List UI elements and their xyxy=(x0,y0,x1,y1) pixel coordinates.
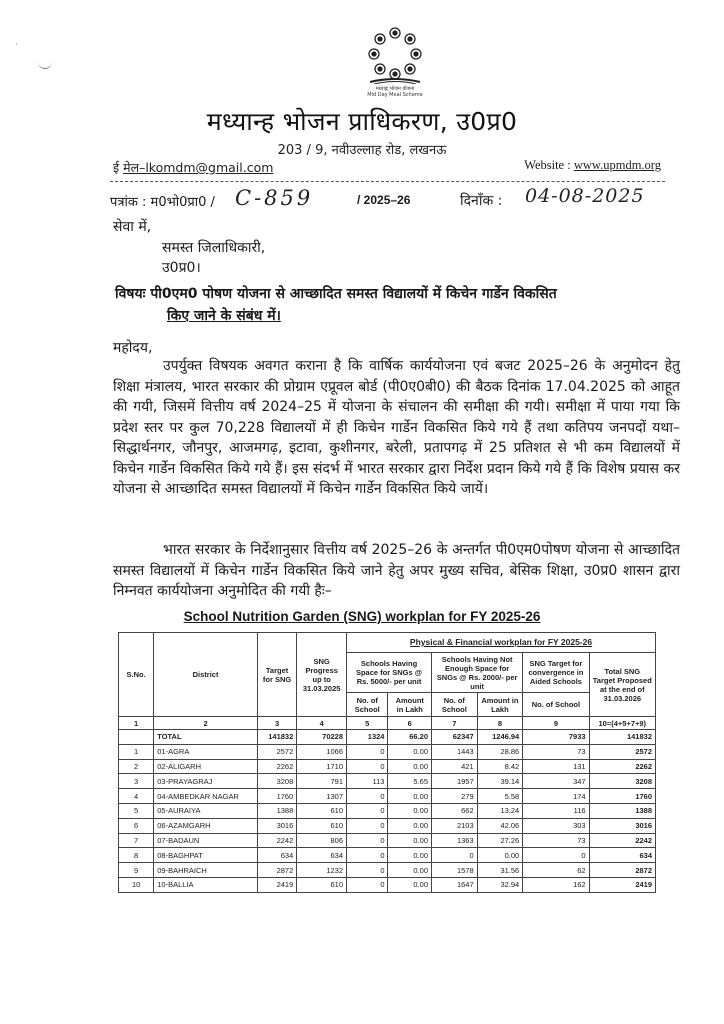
row-nospace-amount: 28.86 xyxy=(477,744,523,759)
header-divider xyxy=(110,181,665,182)
row-nospace-schools: 1957 xyxy=(432,774,478,789)
website-label: Website : xyxy=(524,158,574,172)
row-nospace-schools: 1443 xyxy=(432,744,478,759)
total-space-schools: 1324 xyxy=(347,730,388,745)
column-number: 8 xyxy=(477,717,523,730)
organization-title: मध्यान्ह भोजन प्राधिकरण, उ0प्र0 xyxy=(206,107,518,136)
table-row xyxy=(119,803,656,818)
row-target: 2242 xyxy=(257,833,296,848)
row-sno: 4 xyxy=(119,789,154,804)
row-space-amount: 0.00 xyxy=(388,789,432,804)
row-space-amount: 0.00 xyxy=(388,818,432,833)
row-aided-schools: 62 xyxy=(523,863,589,878)
body-paragraph-2: भारत सरकार के निर्देशानुसार वित्तीय वर्ष 2025–26 के अन्तर्गत पी0एम0पोषण योजना से आच्छादित समस्त विद्यालयों में किचेन गार्डेन विकसित किये जाने हेतु अपर मुख्य सचिव, बेसिक शिक्षा, उ0प्र0 शासन द्वारा निम्नवत कार्ययोजना अनुमोदित की गयी हैः– xyxy=(113,542,680,599)
total-row xyxy=(119,730,656,745)
row-district: 07-BADAUN xyxy=(154,833,258,848)
table-row xyxy=(119,789,656,804)
row-progress: 610 xyxy=(297,877,347,892)
row-sno: 9 xyxy=(119,863,154,878)
row-nospace-amount: 32.94 xyxy=(477,877,523,892)
row-progress: 610 xyxy=(297,818,347,833)
table-row xyxy=(119,848,656,863)
website-line xyxy=(524,158,661,173)
subject-line-2: किए जाने के संबंध में। xyxy=(167,308,281,324)
table-row xyxy=(119,877,656,892)
row-target: 1760 xyxy=(257,789,296,804)
total-label: TOTAL xyxy=(154,730,258,745)
header-nospace-amount: Amount in Lakh xyxy=(477,693,523,717)
header-aided-group: SNG Target for convergence in Aided Schools xyxy=(523,653,589,693)
row-target: 3016 xyxy=(257,818,296,833)
row-space-schools: 0 xyxy=(347,744,388,759)
row-nospace-schools: 421 xyxy=(432,759,478,774)
row-sno: 1 xyxy=(119,744,154,759)
table-row xyxy=(119,818,656,833)
reference-row xyxy=(110,185,670,214)
header-aided-no-of-school: No. of School xyxy=(523,693,589,717)
row-nospace-amount: 8.42 xyxy=(477,759,523,774)
row-nospace-amount: 13.24 xyxy=(477,803,523,818)
total-space-amount: 66.20 xyxy=(388,730,432,745)
date-label: दिनाँक : xyxy=(460,193,503,209)
row-district: 08-BAGHPAT xyxy=(154,848,258,863)
row-aided-schools: 73 xyxy=(523,833,589,848)
table-row xyxy=(119,774,656,789)
row-target: 2872 xyxy=(257,863,296,878)
row-aided-schools: 73 xyxy=(523,744,589,759)
column-number: 2 xyxy=(154,717,258,730)
row-progress: 1710 xyxy=(297,759,347,774)
row-total-target: 3016 xyxy=(589,818,655,833)
mdm-emblem-icon xyxy=(366,26,424,84)
row-sno: 5 xyxy=(119,803,154,818)
table-row xyxy=(119,759,656,774)
header-progress: SNG Progress up to 31.03.2025 xyxy=(297,633,347,717)
email-prefix: ई xyxy=(113,160,124,175)
row-aided-schools: 116 xyxy=(523,803,589,818)
row-space-amount: 0.00 xyxy=(388,744,432,759)
row-total-target: 2572 xyxy=(589,744,655,759)
row-total-target: 634 xyxy=(589,848,655,863)
row-nospace-amount: 39.14 xyxy=(477,774,523,789)
row-nospace-schools: 1363 xyxy=(432,833,478,848)
row-progress: 610 xyxy=(297,803,347,818)
row-nospace-amount: 0.00 xyxy=(477,848,523,863)
column-number: 10=(4+5+7+9) xyxy=(589,717,655,730)
row-nospace-schools: 2103 xyxy=(432,818,478,833)
total-nospace-amount: 1246.94 xyxy=(477,730,523,745)
reference-number-handwritten: C-859 xyxy=(235,186,314,210)
row-target: 3208 xyxy=(257,774,296,789)
table-row xyxy=(119,744,656,759)
row-aided-schools: 131 xyxy=(523,759,589,774)
row-district: 09-BAHRAICH xyxy=(154,863,258,878)
row-space-schools: 0 xyxy=(347,833,388,848)
row-progress: 791 xyxy=(297,774,347,789)
row-sno: 8 xyxy=(119,848,154,863)
row-space-schools: 0 xyxy=(347,818,388,833)
row-district: 02-ALIGARH xyxy=(154,759,258,774)
scan-artifact: · xyxy=(15,40,18,50)
row-district: 01-AGRA xyxy=(154,744,258,759)
table-row xyxy=(119,863,656,878)
row-target: 2419 xyxy=(257,877,296,892)
column-number: 3 xyxy=(257,717,296,730)
body-salutation: महोदय, xyxy=(113,340,153,356)
row-space-schools: 0 xyxy=(347,863,388,878)
row-target: 634 xyxy=(257,848,296,863)
header-nospace-group: Schools Having Not Enough Space for SNGs @ Rs. 2000/- per unit xyxy=(432,653,523,693)
subject xyxy=(115,283,680,327)
row-total-target: 2262 xyxy=(589,759,655,774)
reference-label: पत्रांक : म0भो0प्रा0 / xyxy=(110,195,215,210)
header-district: District xyxy=(154,633,258,717)
total-total-target: 141832 xyxy=(589,730,655,745)
row-space-amount: 0.00 xyxy=(388,863,432,878)
table-title: School Nutrition Garden (SNG) workplan for FY 2025-26 xyxy=(183,609,541,624)
header-space-group: Schools Having Space for SNGs @ Rs. 5000/- per unit xyxy=(347,653,432,693)
organization-address: 203 / 9, नवीउल्लाह रोड, लखनऊ xyxy=(277,143,447,158)
row-nospace-amount: 27.26 xyxy=(477,833,523,848)
row-space-schools: 0 xyxy=(347,848,388,863)
header-physical-financial-label: Physical & Financial workplan for FY 2025-26 xyxy=(409,637,593,647)
row-sno: 6 xyxy=(119,818,154,833)
total-target: 141832 xyxy=(257,730,296,745)
row-progress: 634 xyxy=(297,848,347,863)
row-space-schools: 0 xyxy=(347,789,388,804)
row-aided-schools: 303 xyxy=(523,818,589,833)
row-aided-schools: 0 xyxy=(523,848,589,863)
column-number: 5 xyxy=(347,717,388,730)
row-target: 2262 xyxy=(257,759,296,774)
logo-caption xyxy=(352,86,438,98)
row-nospace-schools: 1578 xyxy=(432,863,478,878)
recipient-line-1: समस्त जिलाधिकारी, xyxy=(162,240,266,256)
row-nospace-schools: 0 xyxy=(432,848,478,863)
row-district: 06-AZAMGARH xyxy=(154,818,258,833)
row-space-amount: 0.00 xyxy=(388,803,432,818)
sng-workplan-table xyxy=(118,632,656,893)
row-space-schools: 0 xyxy=(347,803,388,818)
row-district: 05-AURAIYA xyxy=(154,803,258,818)
scan-artifact xyxy=(38,62,52,69)
row-nospace-amount: 31.56 xyxy=(477,863,523,878)
row-sno: 7 xyxy=(119,833,154,848)
row-space-amount: 0.00 xyxy=(388,833,432,848)
row-progress: 1066 xyxy=(297,744,347,759)
row-aided-schools: 162 xyxy=(523,877,589,892)
row-sno: 10 xyxy=(119,877,154,892)
row-space-schools: 0 xyxy=(347,759,388,774)
recipient-line-2: उ0प्र0। xyxy=(162,260,201,276)
row-space-amount: 0.00 xyxy=(388,759,432,774)
column-number: 6 xyxy=(388,717,432,730)
subject-line-1: विषयः पी0एम0 पोषण योजना से आच्छादित समस्त विद्यालयों में किचेन गार्डेन विकसित xyxy=(115,286,557,302)
row-aided-schools: 347 xyxy=(523,774,589,789)
body-paragraph-1: उपर्युक्त विषयक अवगत कराना है कि वार्षिक कार्ययोजना एवं बजट 2025–26 के अनुमोदन हेतु शिक्षा मंत्रालय, भारत सरकार की प्रोग्राम एप्रूवल बोर्ड (पी0ए0बी0) की बैठक दिनांक 17.04.2025 को आहूत की गयी, जिसमें वित्तीय वर्ष 2024–25 में योजना के संचालन की समीक्षा की गयी। समीक्षा में पाया गया कि प्रदेश स्तर पर कुल 70,228 विद्यालयों में ही किचेन गार्डेन विकसित किये गये हैं तथा कतिपय जनपदों यथा– सिद्धार्थनगर, जौनपुर, आजमगढ़, इटावा, कुशीनगर, बरेली, प्रतापगढ़ में 25 प्रतिशत से भी कम विद्यालयों में किचेन गार्डेन विकसित किये गये हैं। इस संदर्भ में भारत सरकार द्वारा निर्देश प्रदान किये गये हैं कि विशेष प्रयास कर योजना से आच्छादित समस्त विद्यालयों में किचेन गार्डेन विकसित किये जायें। xyxy=(113,358,680,497)
total-aided-schools: 7933 xyxy=(523,730,589,745)
row-space-amount: 5.65 xyxy=(388,774,432,789)
row-target: 1388 xyxy=(257,803,296,818)
logo-caption-english: Mid Day Meal Scheme xyxy=(367,92,423,98)
header-physical-financial xyxy=(347,633,656,653)
row-total-target: 2872 xyxy=(589,863,655,878)
row-total-target: 2419 xyxy=(589,877,655,892)
row-total-target: 1388 xyxy=(589,803,655,818)
row-sno: 3 xyxy=(119,774,154,789)
row-aided-schools: 174 xyxy=(523,789,589,804)
row-total-target: 3208 xyxy=(589,774,655,789)
table-row xyxy=(119,833,656,848)
header-sno: S.No. xyxy=(119,633,154,717)
header-total-target: Total SNG Target Proposed at the end of 31.03.2026 xyxy=(589,653,655,717)
row-progress: 1232 xyxy=(297,863,347,878)
row-total-target: 2242 xyxy=(589,833,655,848)
email-link[interactable]: मेल–lkomdm@gmail.com xyxy=(123,160,274,175)
total-progress: 70228 xyxy=(297,730,347,745)
row-nospace-amount: 42.06 xyxy=(477,818,523,833)
date-handwritten: 04-08-2025 xyxy=(525,185,645,207)
email-line xyxy=(113,159,273,176)
row-space-schools: 0 xyxy=(347,877,388,892)
recipient-salutation: सेवा में, xyxy=(113,219,152,235)
column-number: 1 xyxy=(119,717,154,730)
row-space-amount: 0.00 xyxy=(388,848,432,863)
column-number: 7 xyxy=(432,717,478,730)
website-link[interactable]: www.upmdm.org xyxy=(573,158,661,172)
reference-year: / 2025–26 xyxy=(357,193,411,207)
header-nospace-no-of-school: No. of School xyxy=(432,693,478,717)
column-number-row xyxy=(119,717,656,730)
column-number: 4 xyxy=(297,717,347,730)
row-nospace-amount: 5.58 xyxy=(477,789,523,804)
header-space-no-of-school: No. of School xyxy=(347,693,388,717)
row-nospace-schools: 1647 xyxy=(432,877,478,892)
row-total-target: 1760 xyxy=(589,789,655,804)
row-district: 04-AMBEDKAR NAGAR xyxy=(154,789,258,804)
row-progress: 806 xyxy=(297,833,347,848)
row-progress: 1307 xyxy=(297,789,347,804)
row-district: 03-PRAYAGRAJ xyxy=(154,774,258,789)
total-nospace-schools: 62347 xyxy=(432,730,478,745)
row-nospace-schools: 662 xyxy=(432,803,478,818)
row-target: 2572 xyxy=(257,744,296,759)
header-target: Target for SNG xyxy=(257,633,296,717)
logo-caption-hindi: मध्याह्न भोजन योजना xyxy=(375,86,415,92)
row-nospace-schools: 279 xyxy=(432,789,478,804)
row-sno: 2 xyxy=(119,759,154,774)
row-space-schools: 113 xyxy=(347,774,388,789)
row-space-amount: 0.00 xyxy=(388,877,432,892)
header-space-amount: Amount in Lakh xyxy=(388,693,432,717)
column-number: 9 xyxy=(523,717,589,730)
total-sno xyxy=(119,730,154,745)
row-district: 10-BALLIA xyxy=(154,877,258,892)
